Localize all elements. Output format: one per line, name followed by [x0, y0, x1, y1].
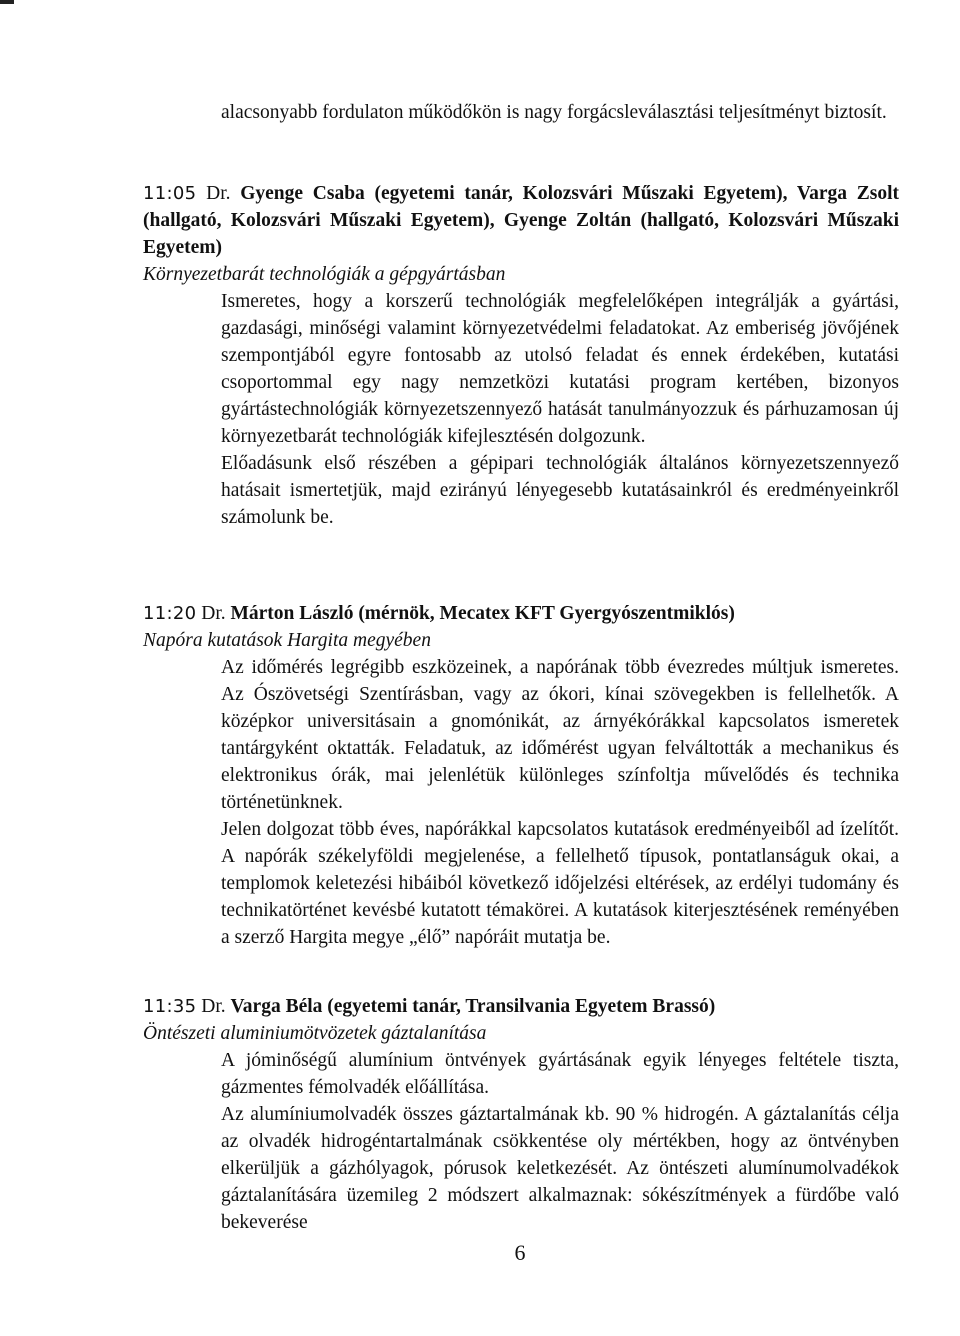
talk-2-title: Napóra kutatások Hargita megyében: [143, 630, 431, 651]
talk-1-paragraph: Ismeretes, hogy a korszerű technológiák megfelelőképen integrálják a gyártási, gazdasági, minőségi valamint környezetvédelmi feladatokat. Az emberiség jövőjének szempontjából egyre fontosabb az utolsó feladat és ennek érdekében, kutatási csoportommal egy nagy nemzetközi kutatási program kertében, bizonyos gyártástechnológiák környezetszennyező hatását tanulmányozzuk és párhuzamosan új környezetbarát technológiák kifejlesztésén dolgozunk.: [221, 291, 899, 447]
talk-2-abstract: [221, 654, 899, 951]
talk-3-paragraph: Az alumíniumolvadék összes gáztartalmának kb. 90 % hidrogén. A gáztalanítás célja az olvadék hidrogéntartalmának csökkentése oly mértékben, hogy az öntvényben elkerüljük a gázhólyagok, pórusok keletkezését. Az öntészeti alumínumolvadékok gáztalanítására üzemileg 2 módszert alkalmaznak: sókészítmények a fürdőbe való bekeverése: [221, 1104, 899, 1233]
talk-2-authors: Márton László (mérnök, Mecatex KFT Gyergyószentmiklós): [230, 603, 735, 624]
talk-1-title: Környezetbarát technológiák a gépgyártásban: [143, 264, 506, 285]
talk-2-prefix: Dr.: [201, 603, 226, 624]
talk-1-time: 11:05: [143, 183, 197, 204]
talk-2-time: 11:20: [143, 603, 197, 624]
talk-1-abstract: [221, 288, 899, 531]
talk-2-header: [143, 600, 899, 627]
talk-2-paragraph: Az időmérés legrégibb eszközeinek, a napórának több évezredes múltjuk ismeretes. Az Ószövetségi Szentírásban, vagy az ókori, kínai szövegekben is fellelhetők. A középkor universitásain a gnomónikát, az árnyékórákkal kapcsolatos ismeretek tantárgyként oktatták. Feladatuk, az időmérést ugyan felváltották a mechanikus és elektronikus órák, mai jelenlétük különleges színfoltja művelődés és technika történetünknek.: [221, 657, 899, 813]
talk-1-prefix: Dr.: [206, 183, 231, 204]
talk-3-title: Öntészeti aluminiumötvözetek gáztalanítása: [143, 1023, 487, 1044]
talk-3: [143, 993, 899, 1236]
talk-2: [143, 600, 899, 951]
talk-3-authors: Varga Béla (egyetemi tanár, Transilvania Egyetem Brassó): [230, 996, 716, 1017]
talk-3-prefix: Dr.: [201, 996, 226, 1017]
talk-3-time: 11:35: [143, 996, 197, 1017]
talk-2-paragraph: Jelen dolgozat több éves, napórákkal kapcsolatos kutatások eredményeiből ad ízelítőt. A napórák székelyföldi megjelenése, a fellelhető típusok, pontatlanságuk okai, a templomok keletezési hibáiból következő időjelzési eltérések, az erdélyi tudomány és technikatörténet kevésbé kutatott témakörei. A kutatások kiterjesztésének reményében a szerző Hargita megye „élő” napóráit mutatja be.: [221, 819, 899, 948]
talk-3-abstract: [221, 1047, 899, 1236]
intro-continuation: alacsonyabb fordulaton működőkön is nagy forgácsleválasztási teljesítményt biztosít.: [221, 102, 887, 123]
talk-1-authors: Gyenge Csaba (egyetemi tanár, Kolozsvári Műszaki Egyetem), Varga Zsolt (hallgató, Kolozsvári Műszaki Egyetem), Gyenge Zoltán (hallgató, Kolozsvári Műszaki Egyetem): [143, 183, 900, 258]
page-number: 6: [514, 1240, 526, 1265]
talk-1-header: [143, 180, 899, 261]
talk-3-paragraph: A jóminőségű alumínium öntvények gyártásának egyik lényeges feltétele tiszta, gázmentes fémolvadék előállítása.: [221, 1050, 899, 1098]
talk-1: [143, 180, 899, 531]
talk-1-paragraph: Előadásunk első részében a gépipari technológiák általános környezetszennyező hatásait ismertetjük, majd ezirányú lényegesebb kutatásainkról és eredményeinkről számolunk be.: [221, 453, 899, 528]
talk-3-header: [143, 993, 899, 1020]
